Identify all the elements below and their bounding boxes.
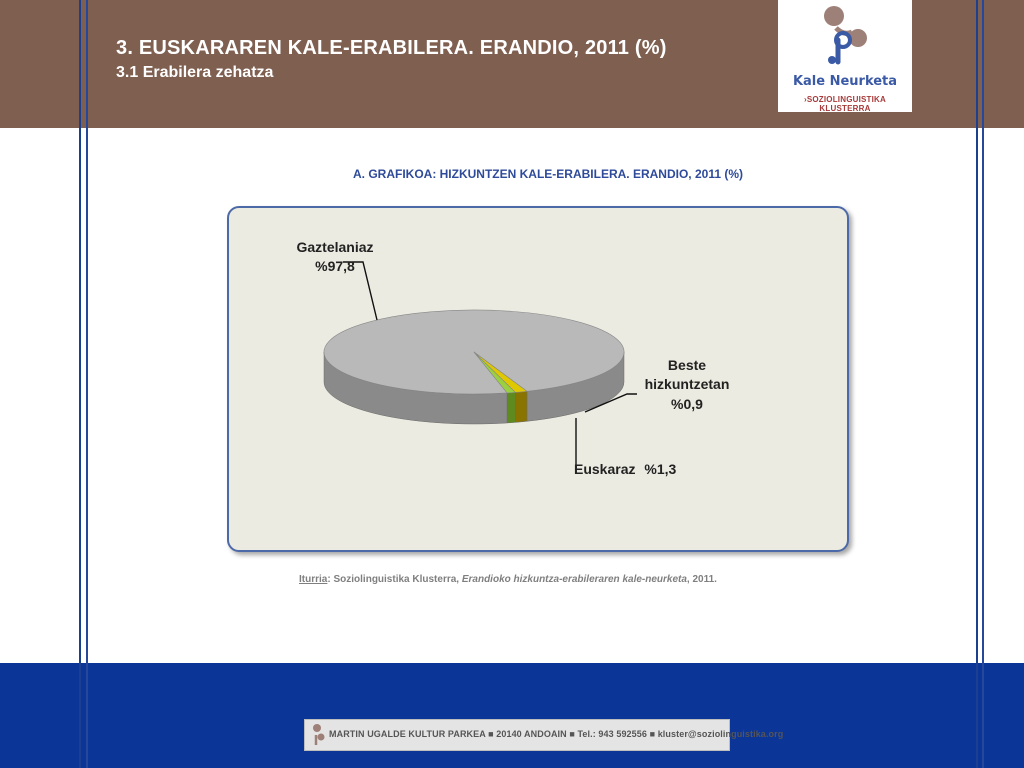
slice-beste-hizkuntzetan-side-0 — [507, 392, 515, 423]
left-border-line-inner — [86, 0, 88, 768]
label-beste-name-1: Beste — [667, 357, 707, 373]
right-border-line-inner — [982, 0, 984, 768]
footer-band — [0, 663, 1024, 768]
label-euskaraz — [574, 461, 676, 477]
label-gaztelaniaz-name: Gaztelaniaz — [296, 239, 374, 255]
source-sep: : Soziolinguistika Klusterra, — [327, 574, 462, 585]
logo — [778, 0, 912, 112]
label-beste-name-2: hizkuntzetan — [644, 376, 730, 392]
label-euskaraz-value: %1,3 — [644, 461, 677, 477]
slice-euskaraz-side-0 — [515, 391, 527, 422]
source-prefix: Iturria — [299, 574, 328, 585]
source-note — [0, 574, 1016, 585]
source-suffix: , 2011. — [686, 574, 717, 585]
page-title: 3. EUSKARAREN KALE-ERABILERA. ERANDIO, 2011 (%) — [116, 37, 667, 59]
logo-mark-icon — [778, 0, 912, 74]
footer-address: MARTIN UGALDE KULTUR PARKEA ■ 20140 ANDOAIN ■ Tel.: 943 592556 ■ kluster@soziolinguistika.org — [329, 729, 784, 739]
logo-tagline: ›SOZIOLINGUISTIKA KLUSTERRA — [803, 95, 887, 113]
label-beste-value: %0,9 — [671, 396, 703, 412]
pie-chart — [227, 206, 849, 552]
footer-logo-icon — [308, 721, 328, 749]
label-euskaraz-name: Euskaraz — [574, 461, 636, 477]
page-subtitle: 3.1 Erabilera zehatza — [116, 64, 274, 81]
source-work: Erandioko hizkuntza-erabileraren kale-neurketa — [461, 574, 687, 585]
left-border-line — [79, 0, 81, 768]
label-gaztelaniaz-value: %97,8 — [315, 258, 355, 274]
chart-title: A. GRAFIKOA: HIZKUNTZEN KALE-ERABILERA. ERANDIO, 2011 (%) — [352, 167, 744, 181]
right-border-line — [976, 0, 978, 768]
logo-name: Kale Neurketa — [792, 74, 898, 89]
footer-address-strip — [304, 719, 784, 751]
